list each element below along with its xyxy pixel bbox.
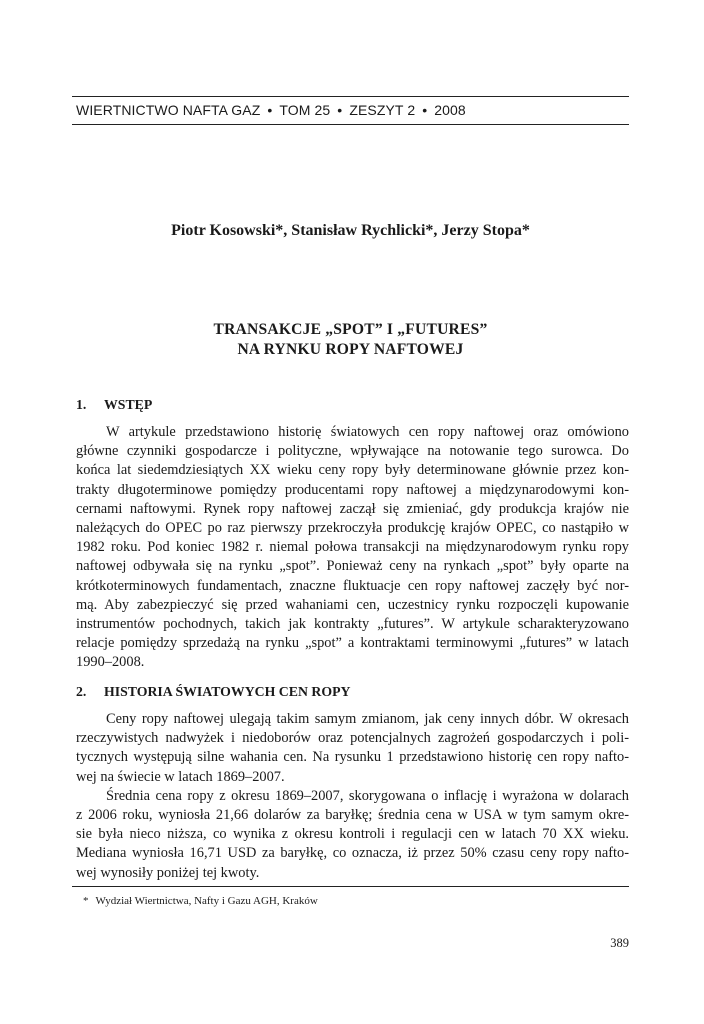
- text-line: Mediana wyniosła 16,71 USD za baryłkę, co oznacza, iż przez 50% czasu ceny ropy nafto-: [76, 845, 629, 862]
- text-line: Ceny ropy naftowej ulegają takim samym zmianom, jak ceny innych dóbr. W okresach: [106, 711, 629, 727]
- footnote-marker: *: [83, 895, 89, 907]
- text-line: naftowej odbywała się na rynku „spot”. Ponieważ ceny na rynkach „spot” były oparte na: [76, 558, 629, 575]
- page-number: 389: [610, 936, 629, 950]
- header-separator: •: [337, 102, 343, 118]
- section-heading-2: [76, 684, 350, 700]
- text-line: W artykule przedstawiono historię światowych cen ropy naftowej oraz omówiono: [106, 424, 629, 440]
- paper-title: [72, 320, 629, 360]
- year: 2008: [434, 102, 466, 118]
- authors: Piotr Kosowski*, Stanisław Rychlicki*, Jerzy Stopa*: [171, 222, 530, 239]
- text-line: krótkoterminowych fundamentach, znaczne fluktuacje cen ropy naftowej zaczęły być nor-: [76, 577, 629, 594]
- header-bottom-rule: [72, 124, 629, 125]
- text-line: sie była nieco niższa, co wynika z okresu kontroli i regulacji cen w latach 70 XX wieku.: [76, 826, 629, 843]
- text-line: 1990–2008.: [76, 654, 145, 671]
- text-line: relacje pomiędzy sprzedażą na rynku „spot” a kontraktami terminowymi „futures” w latach: [76, 635, 629, 652]
- text-line: należących do OPEC po raz pierwszy przekroczyła produkcję krajów OPEC, co nastąpiło w: [76, 519, 629, 536]
- text-line: z 2006 roku, wyniosła 21,66 dolarów za baryłkę; średnia cena w USA w tym samym okre-: [76, 806, 629, 823]
- text-line: rzeczywistych nadwyżek i niedoborów oraz potencjalnych zagrożeń gospodarczych i poli-: [76, 730, 629, 747]
- section-title: WSTĘP: [104, 397, 153, 412]
- issue: ZESZYT 2: [349, 102, 416, 118]
- header-separator: •: [267, 102, 273, 118]
- header-separator: •: [422, 102, 428, 118]
- footnote-text: Wydział Wiertnictwa, Nafty i Gazu AGH, Kraków: [95, 895, 318, 907]
- header-top-rule: [72, 96, 629, 97]
- section-body-1: [76, 423, 629, 672]
- title-line-1: TRANSAKCJE „SPOT” I „FUTURES”: [213, 321, 488, 338]
- journal-name: WIERTNICTWO NAFTA GAZ: [76, 102, 261, 118]
- title-line-2: NA RYNKU ROPY NAFTOWEJ: [237, 341, 464, 358]
- section-number: 1.: [76, 397, 87, 412]
- volume: TOM 25: [279, 102, 331, 118]
- text-line: trakty długoterminowe pomiędzy producentami ropy naftowej a międzynarodowymi kon-: [76, 481, 629, 498]
- footnote-rule: [72, 886, 629, 887]
- text-line: główne czynniki gospodarcze i polityczne, wpływające na notowanie tego surowca. Do: [76, 443, 629, 460]
- section-title: HISTORIA ŚWIATOWYCH CEN ROPY: [104, 684, 351, 699]
- text-line: 1982 roku. Pod koniec 1982 r. niemal połowa transakcji na międzynarodowym rynku ropy: [76, 539, 629, 556]
- text-line: instrumentów pochodnych, takich jak kontrakty „futures”. W artykule scharakteryzowano: [76, 615, 629, 632]
- section-body-2: [76, 710, 629, 883]
- text-line: wej na świecie w latach 1869–2007.: [76, 768, 285, 785]
- text-line: Średnia cena ropy z okresu 1869–2007, skorygowana o inflację i wyrażona w dolarach: [106, 787, 629, 804]
- text-line: wej wynosiły poniżej tej kwoty.: [76, 864, 260, 881]
- section-heading-1: [76, 397, 152, 413]
- text-line: końca lat siedemdziesiątych XX wieku ceny ropy były determinowane głównie przez kon-: [76, 462, 629, 479]
- section-number: 2.: [76, 684, 87, 699]
- text-line: tycznych występują silne wahania cen. Na rysunku 1 przedstawiono historię cen ropy nafto-: [76, 749, 629, 766]
- text-line: mą. Aby zabezpieczyć się przed wahaniami cen, uczestnicy rynku rozpoczęli kupowanie: [76, 596, 629, 613]
- running-header: [76, 102, 629, 118]
- text-line: cernami naftowymi. Rynek ropy naftowej zaczął się zmieniać, gdy produkcja krajów nie: [76, 500, 629, 517]
- footnote: [83, 895, 318, 907]
